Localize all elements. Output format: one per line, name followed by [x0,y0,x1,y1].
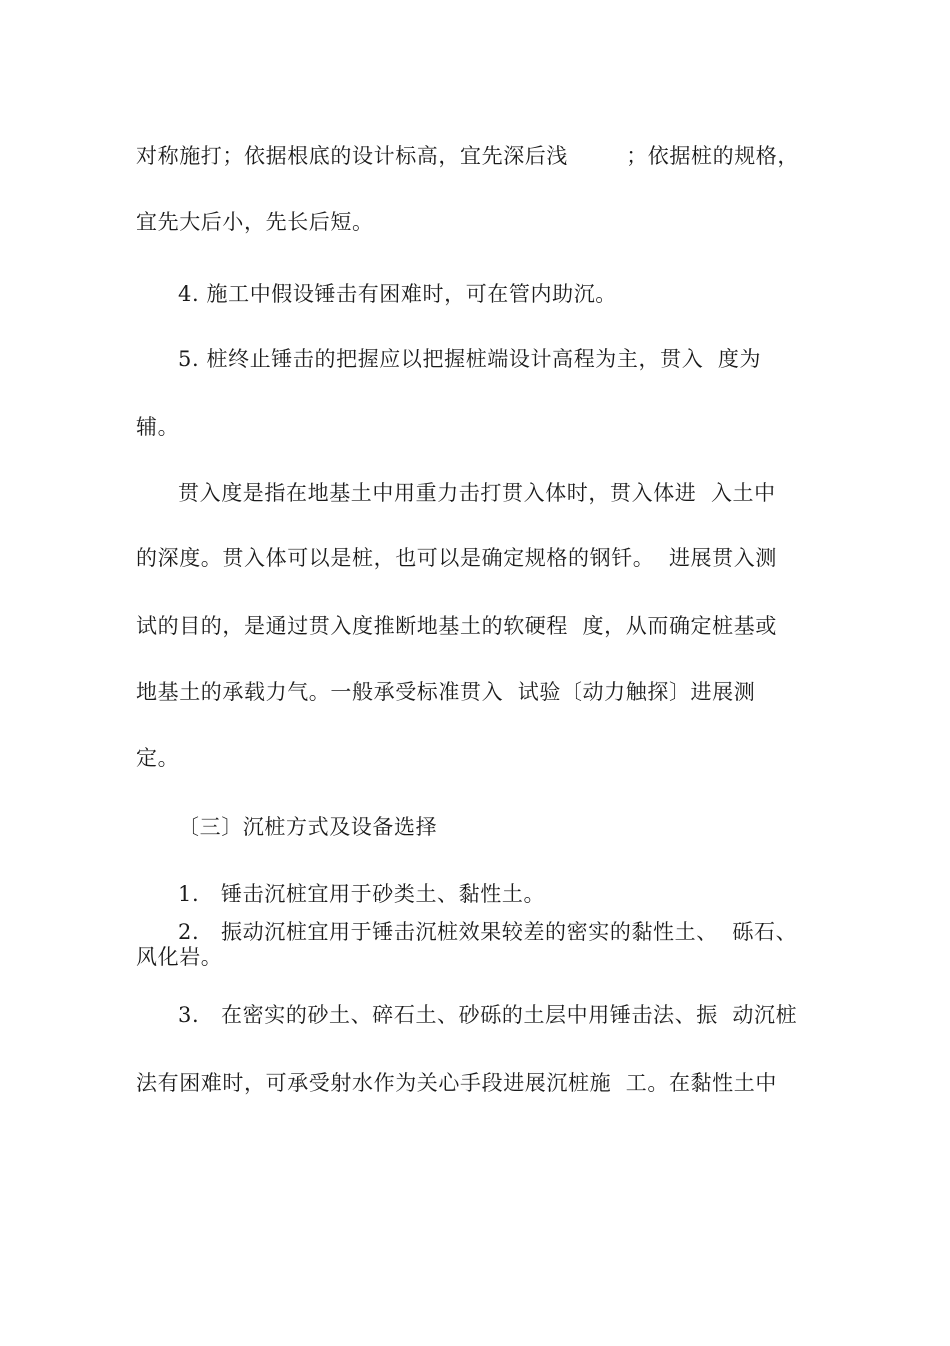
section-heading: 〔三〕沉桩方式及设备选择 [178,815,438,839]
list-item: 3. 在密实的砂土、碎石土、砂砾的土层中用锤击法、振 动沉桩 [178,1003,798,1027]
text-line: 贯入度是指在地基土中用重力击打贯入体时，贯入体进 入土中 [178,481,776,505]
text-line: 宜先大后小，先长后短。 [136,210,374,234]
list-item: 2. 振动沉桩宜用于锤击沉桩效果较差的密实的黏性土、 砾石、 [178,920,798,944]
text-line: 法有困难时，可承受射水作为关心手段进展沉桩施 工。在黏性土中 [136,1071,777,1095]
text-line: 风化岩。 [136,945,223,969]
text-line: 5. 桩终止锤击的把握应以把握桩端设计高程为主，贯入 度为 [178,347,762,371]
text-line: 4. 施工中假设锤击有困难时，可在管内助沉。 [178,282,617,306]
text-line: 定。 [136,746,180,770]
list-item: 1. 锤击沉桩宜用于砂类土、黏性土。 [178,882,546,906]
text-line: 地基土的承载力气。一般承受标准贯入 试验〔动力触探〕进展测 [136,680,756,704]
text-line: 试的目的，是通过贯入度推断地基土的软硬程 度，从而确定桩基或 [136,614,777,638]
text-line: 对称施打；依据根底的设计标高，宜先深后浅 ；依据桩的规格， [136,144,799,168]
text-line: 的深度。贯入体可以是桩，也可以是确定规格的钢钎。 进展贯入测 [136,546,777,570]
text-line: 辅。 [136,415,180,439]
